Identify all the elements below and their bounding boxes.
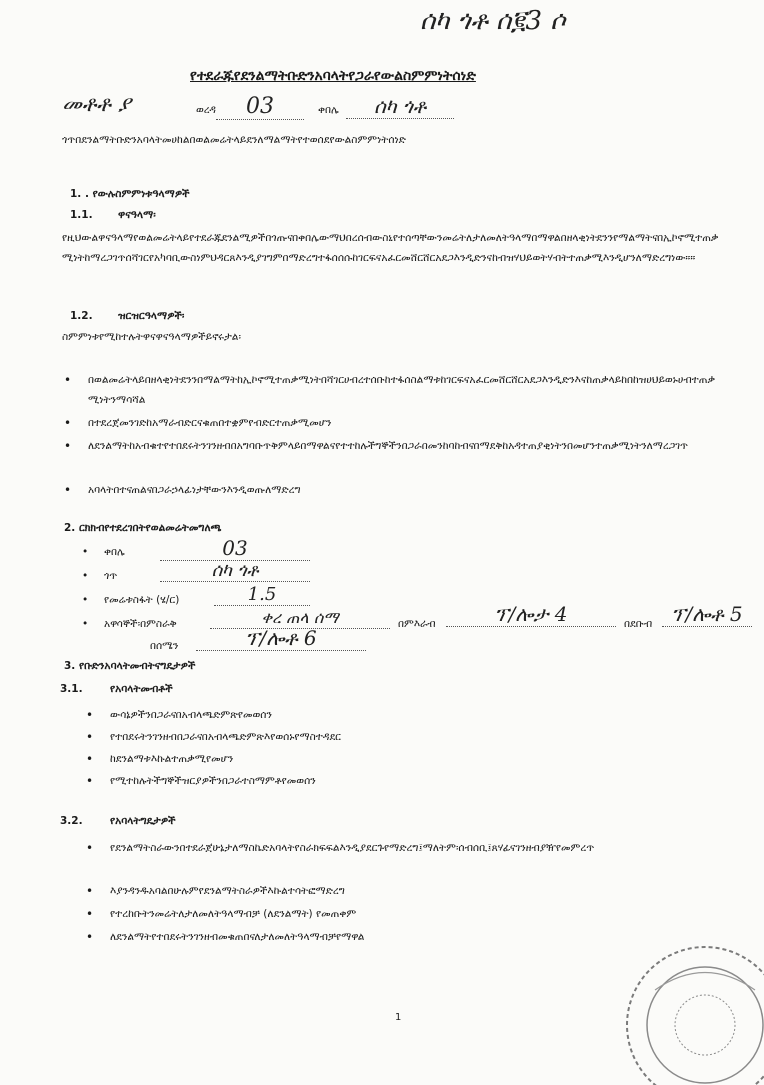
section-3-1-title: የአባላትመብቶች xyxy=(110,683,173,695)
rights-item: • ከደንልማቱእኩልተጠቃሚየመሆን xyxy=(110,749,764,769)
land-size-value: 1.5 xyxy=(214,584,310,606)
south-border-value: ፕ/ሎቶ 5 xyxy=(662,602,752,627)
got-row-label: ጎጥ xyxy=(104,570,118,582)
obligation-item: • ለደንልማትየተበደሩትንገንዘብመቁጠበናለታለመለትዓላማብቻየማዋል xyxy=(110,927,720,947)
section-1-1-number: 1.1. xyxy=(70,209,93,221)
objective-bullet: • አባላትበተናጠልናበጋራኃላፊነታቸውንእንዲወጡለማድረግ xyxy=(88,480,718,500)
intro-text: ጎጥበደንልማትቡድንአባላትመሀከልበወልመሬትላይደንለማልማትየተወሰደየውልስምምነትሰነድ xyxy=(62,134,406,146)
section-3-1-number: 3.1. xyxy=(60,683,83,695)
kebele-label: ቀበሌ xyxy=(318,104,339,116)
objective-bullet: • በወልመሬትላይበዘላቂነትደንንበማልማትከኢኮኖሚተጠቃሚነትበሻገርሀብረተሰቡከተፋሰስልማቱከገርፍናአፈርመሸርሸርአደጋእንዲድንእናከጠቃላይከበከዝሀህይወኑሀብተጠቃሚነትንማሳሻል xyxy=(88,370,718,410)
section-1-1-title: ዋናዓላማ፡ xyxy=(118,209,156,221)
kebele-row-label: ቀበሌ xyxy=(104,546,125,558)
got-row-value: ሰካ ጎቶ xyxy=(160,560,310,582)
kebele-value: ሰካ ጎቶ xyxy=(346,94,454,119)
north-border-label: በሰሜን xyxy=(150,640,179,652)
official-stamp-icon xyxy=(615,935,764,1085)
section-1-2-title: ዝርዝርዓላማዎች፡ xyxy=(118,310,185,322)
west-border-value: ፕ/ሎታ 4 xyxy=(446,602,616,627)
section-3-heading: 3. የቡድንአባላትመብትናግዴታዎች xyxy=(64,660,196,672)
rights-item: • የተበደሩትንገንዘብበጋራናበአብላጫድምጽእየወሰኑየማስተዳደር xyxy=(110,727,764,747)
section-2-heading: 2. ርክክብየተደረገበትየወልመሬትመግለጫ xyxy=(64,522,222,534)
kebele-row-value: 03 xyxy=(160,536,310,561)
section-1-1-paragraph: የዚህውልዋናዓላማየወልመሬትላይየተደራጁደንልሚዎችበጎጡናበቀበሌውማህበረሰብውስኒየተሰጣቸውንመሬትለታለመለትዓላማበማዋልበዘላቂነትደንንየማልማትናበኢኮኖሚተጠቃሚነትከማረጋገጥሰሻገርየአካባቢውስነምህዳርጸእንዲያገግምበማድረግተፋሰሰሱከገርፍናአፈርመሸርሸርአደጋእንዲድንናከብዝሃህይወትሃብትተጠቃሚእንዲሆንለማድረግነው።። xyxy=(62,232,719,264)
east-border-label: አዋሳኞች፡በምስራቅ xyxy=(104,618,177,630)
section-3-2-title: የአባላትግዴታዎች xyxy=(110,815,176,827)
obligation-item: • እያንዳንዱአባልበሁሉምየደንልማትስራዎችእኩልተሳትፎማድረግ xyxy=(110,881,720,901)
document-title: የተደራጁየደንልማትቡድንአባላትየጋራየውልስምምነትሰነድ xyxy=(190,68,476,84)
south-border-label: በደቡብ xyxy=(624,618,653,630)
woreda-value: 03 xyxy=(216,94,304,120)
rights-item: • ውሳኔዎችንበጋራናበአብላጫድምጽየመወሰን xyxy=(110,705,764,725)
section-1-heading: 1. . የውሉስምምነቱዓላማዎች xyxy=(70,188,190,200)
objective-bullet: • በተደረጀመንገድከአማራብድርናቁጠበተቋምየብድርተጠቃሚመሆን xyxy=(88,413,718,433)
woreda-label: ወረዳ xyxy=(196,104,216,116)
north-border-value: ፕ/ሎቶ 6 xyxy=(196,626,366,651)
obligation-item: • የደንልማትስራውንበተደራጀሁኔታለማስኬድአባላትየስራክፍፍልእንዲያደርጉየማድረግ፤ማለትም፡ሰብሰቢ፤ጸሃፊናገንዘብያዥየመምረጥ xyxy=(110,838,720,858)
section-3-2-number: 3.2. xyxy=(60,815,83,827)
west-border-label: በምእራብ xyxy=(398,618,436,630)
land-size-label: የመሬቱስፋት (ሄ/ር) xyxy=(104,594,180,606)
east-border-value: ቀረ ጠላ ሰማ xyxy=(210,608,390,629)
rights-item: • የሚተከሉትችግኞችዝርያዎችንበጋራተስማምቶየመወሰን xyxy=(110,771,764,791)
corner-handwritten-note: ሰካ ጎቶ ሰ፪3 ሶ xyxy=(420,6,566,36)
page-number: 1 xyxy=(395,1012,402,1023)
section-1-2-number: 1.2. xyxy=(70,310,93,322)
section-1-2-intro: ስምምነቱየሚከተሉትዋናዋናዓላማዎችይኖሩታል፡ xyxy=(62,331,241,343)
objective-bullet: • ለደንልማትከአብቁተየተበደሩትንገንዘብበአግባቡጥቅምላይበማዋልናየተተከሉችግኞችንበጋራበመንከባከብናበማደቅከአዳተጠያቂነትንበመሆንተጠቃሚነትንለማረጋገጥ xyxy=(88,436,718,456)
handwritten-date-prefix: መቶቶ ያ xyxy=(62,92,132,117)
obligation-item: • የተረከቡትንመሬትለታለመለትዓላማብቻ (ለደንልማት) የመጠቀም xyxy=(110,904,720,924)
